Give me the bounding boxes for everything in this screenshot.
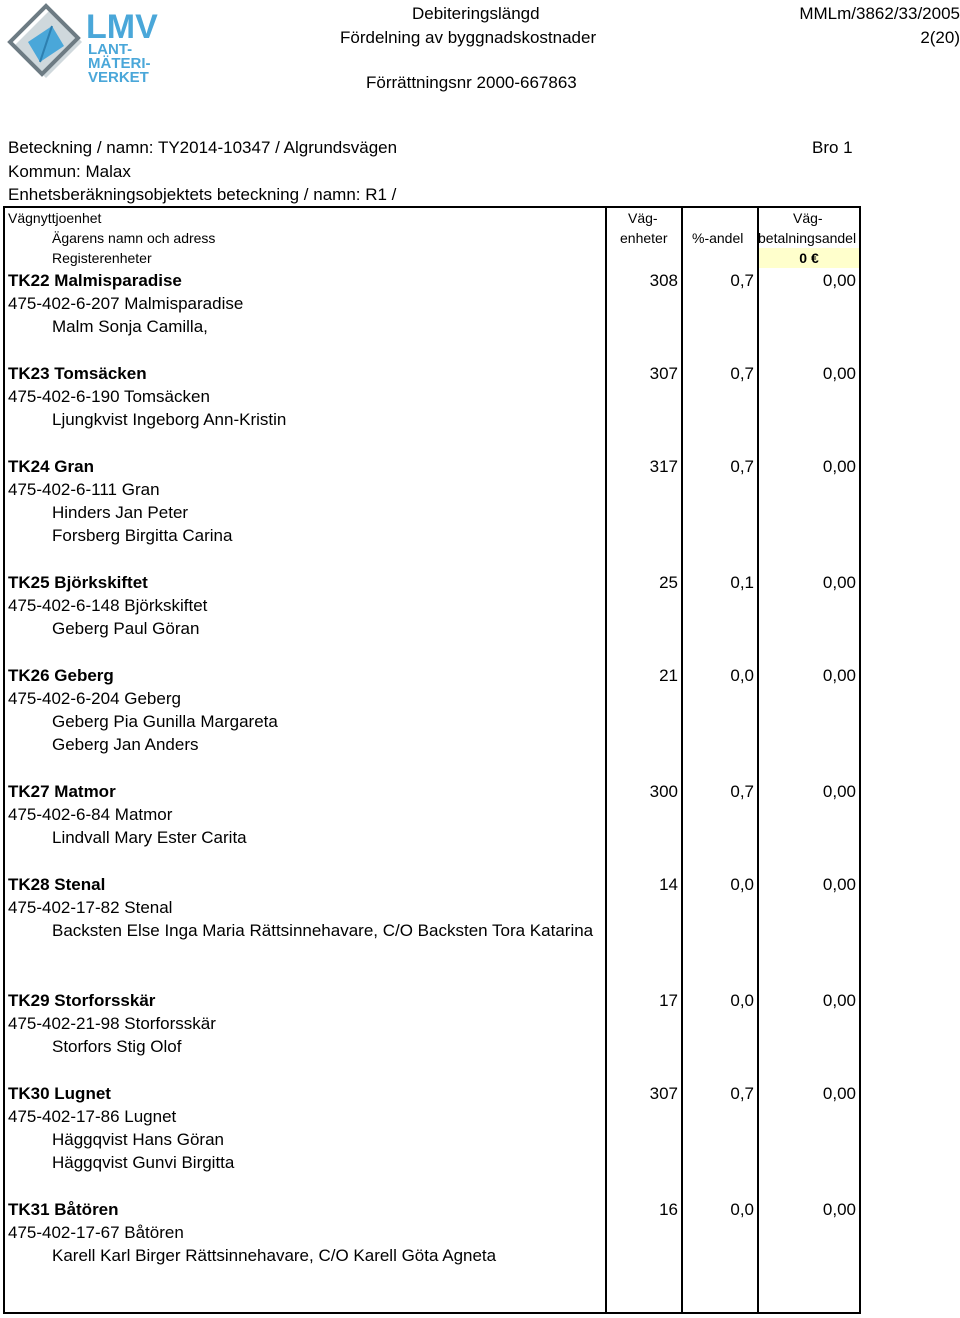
col-header-agare: Ägarens namn och adress	[52, 230, 216, 246]
col-header-enheter: enheter	[620, 230, 668, 246]
betalningsandel-value: 0,00	[822, 782, 856, 801]
property-id: 475-402-6-148 Björkskiftet	[8, 596, 208, 615]
betalningsandel-value: 0,00	[822, 666, 856, 685]
page-number: 2(20)	[920, 28, 960, 47]
betalningsandel-value: 0,00	[822, 364, 856, 383]
property-id: 475-402-6-204 Geberg	[8, 689, 181, 708]
tk-name: TK26 Geberg	[8, 666, 114, 685]
betalningsandel-value: 0,00	[822, 573, 856, 592]
betalningsandel-value: 0,00	[822, 457, 856, 476]
vag-enheter-value: 307	[649, 364, 678, 383]
bro-label: Bro 1	[812, 138, 853, 157]
owner-name: Hinders Jan Peter	[52, 503, 189, 522]
table-bottom-border	[3, 1312, 861, 1314]
col-divider-pay	[757, 206, 759, 1314]
owner-name: Geberg Jan Anders	[52, 735, 199, 754]
col-header-vagnyttjoenhet: Vägnyttjoenhet	[8, 210, 102, 226]
col-header-betalningsandel: betalningsandel	[758, 230, 857, 246]
col-divider-pct	[681, 206, 683, 1314]
col-header-andel: %-andel	[692, 230, 744, 246]
vag-enheter-value: 14	[659, 875, 678, 894]
tk-name: TK27 Matmor	[8, 782, 116, 801]
andel-value: 0,7	[730, 1084, 754, 1103]
col-header-vag-2: Väg-	[793, 210, 823, 226]
lmv-logo	[6, 2, 166, 86]
andel-value: 0,7	[730, 271, 754, 290]
betalningsandel-value: 0,00	[822, 271, 856, 290]
table-top-border	[3, 206, 861, 208]
beteckning-line: Beteckning / namn: TY2014-10347 / Algrundsvägen	[8, 138, 398, 157]
logo-sub-text-1: LANT-	[88, 41, 133, 58]
owner-name: Forsberg Birgitta Carina	[52, 526, 233, 545]
logo-main-text: LMV	[86, 8, 158, 46]
owner-name: Lindvall Mary Ester Carita	[52, 828, 247, 847]
tk-name: TK31 Båtören	[8, 1200, 119, 1219]
owner-name: Karell Karl Birger Rättsinnehavare, C/O Karell Göta Agneta	[52, 1246, 497, 1265]
tk-name: TK24 Gran	[8, 457, 94, 476]
logo-sub-text-2: MÄTERI-	[88, 55, 151, 72]
vag-enheter-value: 21	[659, 666, 678, 685]
doc-title: Debiteringslängd	[412, 4, 540, 23]
andel-value: 0,7	[730, 457, 754, 476]
property-id: 475-402-6-190 Tomsäcken	[8, 387, 210, 406]
vag-enheter-value: 17	[659, 991, 678, 1010]
vag-enheter-value: 308	[649, 271, 678, 290]
vag-enheter-value: 307	[649, 1084, 678, 1103]
tk-name: TK25 Björkskiftet	[8, 573, 148, 592]
andel-value: 0,7	[730, 364, 754, 383]
property-id: 475-402-17-67 Båtören	[8, 1223, 184, 1242]
doc-number: MMLm/3862/33/2005	[799, 4, 960, 23]
owner-name: Backsten Else Inga Maria Rättsinnehavare, C/O Backsten Tora Katarina	[52, 921, 594, 940]
property-id: 475-402-6-84 Matmor	[8, 805, 173, 824]
vag-enheter-value: 16	[659, 1200, 678, 1219]
col-divider-units	[605, 206, 607, 1314]
owner-name: Häggqvist Hans Göran	[52, 1130, 224, 1149]
vag-enheter-value: 317	[649, 457, 678, 476]
doc-subtitle: Fördelning av byggnadskostnader	[340, 28, 597, 47]
andel-value: 0,0	[730, 991, 754, 1010]
betalningsandel-value: 0,00	[822, 1200, 856, 1219]
tk-name: TK29 Storforsskär	[8, 991, 156, 1010]
vag-enheter-value: 300	[649, 782, 678, 801]
property-id: 475-402-6-207 Malmisparadise	[8, 294, 244, 313]
tk-name: TK28 Stenal	[8, 875, 106, 894]
betalningsandel-value: 0,00	[822, 991, 856, 1010]
andel-value: 0,0	[730, 666, 754, 685]
property-id: 475-402-21-98 Storforsskär	[8, 1014, 216, 1033]
andel-value: 0,7	[730, 782, 754, 801]
andel-value: 0,1	[730, 573, 754, 592]
table-left-border	[3, 206, 5, 1314]
col-header-registerenheter: Registerenheter	[52, 250, 152, 266]
tk-name: TK23 Tomsäcken	[8, 364, 147, 383]
table-right-border	[859, 206, 861, 1314]
owner-name: Malm Sonja Camilla,	[52, 317, 208, 336]
forrattning-number: Förrättningsnr 2000-667863	[366, 73, 577, 92]
col-header-vag-1: Väg-	[628, 210, 658, 226]
vag-enheter-value: 25	[659, 573, 678, 592]
property-id: 475-402-17-86 Lugnet	[8, 1107, 177, 1126]
owner-name: Häggqvist Gunvi Birgitta	[52, 1153, 235, 1172]
tk-name: TK22 Malmisparadise	[8, 271, 182, 290]
betalningsandel-value: 0,00	[822, 1084, 856, 1103]
owner-name: Ljungkvist Ingeborg Ann-Kristin	[52, 410, 287, 429]
enhet-line: Enhetsberäkningsobjektets beteckning / namn: R1 /	[8, 185, 397, 204]
owner-name: Geberg Pia Gunilla Margareta	[52, 712, 278, 731]
lmv-logo-graphic	[6, 2, 166, 86]
owner-name: Storfors Stig Olof	[52, 1037, 182, 1056]
andel-value: 0,0	[730, 1200, 754, 1219]
logo-sub-text-3: VERKET	[88, 69, 149, 86]
tk-name: TK30 Lugnet	[8, 1084, 111, 1103]
property-id: 475-402-17-82 Stenal	[8, 898, 173, 917]
property-id: 475-402-6-111 Gran	[8, 480, 160, 499]
andel-value: 0,0	[730, 875, 754, 894]
betalningsandel-value: 0,00	[822, 875, 856, 894]
owner-name: Geberg Paul Göran	[52, 619, 200, 638]
total-payment-cell: 0 €	[759, 248, 859, 268]
kommun-line: Kommun: Malax	[8, 162, 131, 181]
